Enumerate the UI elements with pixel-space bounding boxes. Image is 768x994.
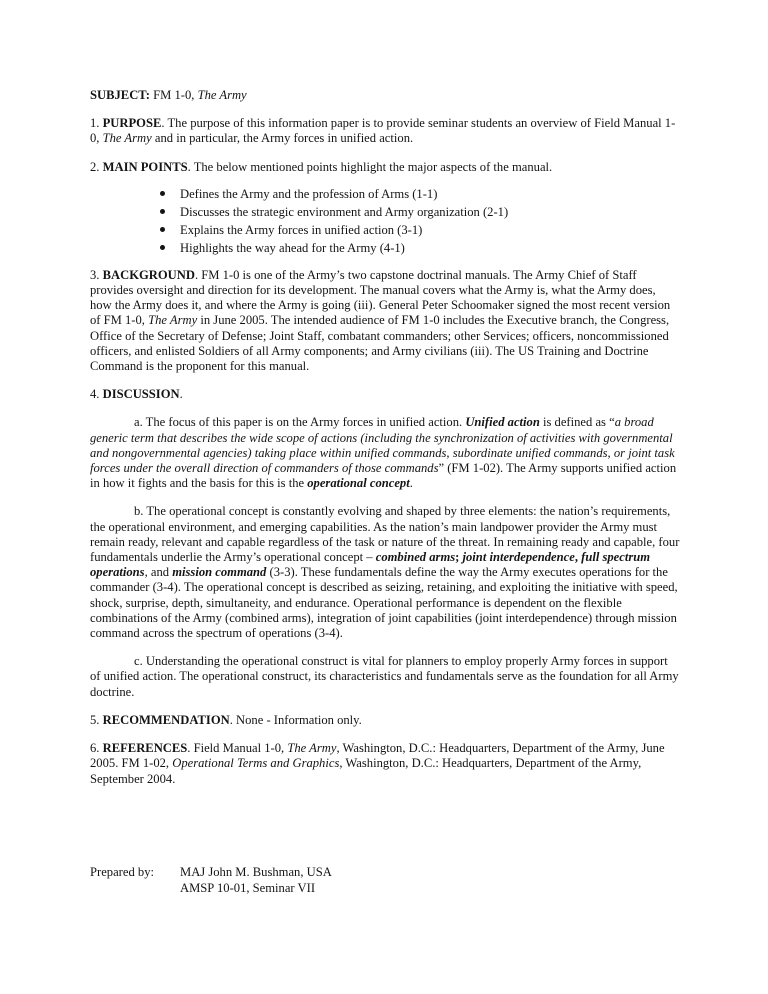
- joint-interdependence-term: joint interdependence: [462, 550, 575, 565]
- subject-title: The Army: [197, 88, 247, 102]
- bullet-icon: [160, 227, 165, 232]
- main-points-heading: MAIN POINTS: [102, 159, 188, 174]
- preparer-name: MAJ John M. Bushman, USA: [180, 865, 332, 879]
- list-item-text: Highlights the way ahead for the Army (4-1): [180, 240, 405, 255]
- prepared-by-row: [90, 864, 680, 880]
- references-text-1: . Field Manual 1-0,: [187, 741, 285, 756]
- operational-concept-term: operational concept: [307, 476, 410, 491]
- list-item-text: Discusses the strategic environment and Army organization (2-1): [180, 204, 509, 219]
- discussion-a-text-3: ” (FM 1-02). The Army supports unified action in how it fights and the basis for this is the: [90, 461, 677, 491]
- subject-line: [90, 88, 680, 103]
- background-number: 3.: [90, 267, 100, 282]
- recommendation-number: 5.: [90, 712, 100, 727]
- discussion-c-text: c. Understanding the operational construct is vital for planners to employ properly Army forces in support of unified action. The operational construct, its characteristics and fundamentals serve as the foundation for all Army doctrine.: [90, 654, 679, 699]
- list-item: [160, 239, 680, 257]
- references-paragraph: [90, 741, 680, 787]
- unified-action-term: Unified action: [465, 415, 540, 430]
- purpose-number: 1.: [90, 116, 100, 131]
- separator: ,: [574, 550, 578, 565]
- reference-title-1: The Army: [287, 741, 337, 756]
- separator: ;: [455, 550, 460, 565]
- information-paper: [90, 88, 680, 895]
- background-text-2: in June 2005. The intended audience of FM 1-0 includes the Executive branch, the Congress, Office of the Secretary of Defense; Joint Staff, combatant commanders; other Services; officers, noncommissioned officers, and enlisted Soldiers of all Army components; and Army civilians (iii). The US Training and Doctrine Command is the proponent for this manual.: [90, 313, 670, 374]
- purpose-text-2: and in particular, the Army forces in unified action.: [154, 131, 414, 146]
- prepared-by-block: [90, 864, 680, 896]
- purpose-heading: PURPOSE: [102, 116, 162, 131]
- unified-action-definition: a broad generic term that describes the wide scope of actions (including the synchronization of activities with governmental and nongovernmental agencies) taking place within unified commands, subordinate unified commands, or joint task forces under the overall direction of commanders of those commands: [90, 415, 675, 476]
- bullet-icon: [160, 209, 165, 214]
- reference-title-2: Operational Terms and Graphics: [172, 756, 340, 771]
- full-spectrum-operations-term: full spectrum operations: [90, 550, 651, 580]
- discussion-paragraph-b: [90, 504, 680, 641]
- discussion-heading-line: [90, 387, 680, 402]
- main-points-paragraph: [90, 160, 680, 175]
- preparer-unit: AMSP 10-01, Seminar VII: [180, 881, 316, 895]
- prepared-by-unit-row: [90, 880, 680, 896]
- prepared-by-label: Prepared by:: [90, 865, 154, 879]
- background-heading: BACKGROUND: [102, 267, 195, 282]
- purpose-text-1: . The purpose of this information paper is to provide seminar students an overview of Field Manual 1-0,: [90, 116, 676, 146]
- combined-arms-term: combined arms: [375, 550, 456, 565]
- recommendation-heading: RECOMMENDATION: [102, 712, 230, 727]
- separator: , and: [144, 565, 170, 580]
- discussion-number: 4.: [90, 387, 100, 402]
- references-text-3: , Washington, D.C.: Headquarters, Department of the Army, September 2004.: [90, 756, 642, 786]
- list-item: [160, 221, 680, 239]
- discussion-a-text-2: is defined as “: [543, 415, 615, 430]
- background-text-1: . FM 1-0 is one of the Army’s two capstone doctrinal manuals. The Army Chief of Staff provides oversight and direction for its development. The manual covers what the Army is, what the Army does, how the Army does it, and where the Army is going (iii). General Peter Schoomaker signed the most recent version of FM 1-0,: [90, 267, 671, 328]
- bullet-icon: [160, 191, 165, 196]
- discussion-paragraph-c: [90, 654, 680, 700]
- subject-text: FM 1-0,: [153, 88, 195, 102]
- references-text-2: , Washington, D.C.: Headquarters, Department of the Army, June 2005. FM 1-02,: [90, 741, 665, 771]
- purpose-manual-title: The Army: [102, 131, 152, 146]
- background-paragraph: [90, 268, 680, 374]
- discussion-paragraph-a: [90, 415, 680, 491]
- discussion-a-text-1: a. The focus of this paper is on the Army forces in unified action.: [134, 415, 463, 430]
- mission-command-term: mission command: [172, 565, 267, 580]
- purpose-paragraph: [90, 116, 680, 146]
- discussion-a-text-4: .: [409, 476, 413, 491]
- main-points-list: [90, 185, 680, 257]
- discussion-b-text-2: (3-3). These fundamentals define the way the Army executes operations for the commander (3-4). The operational concept is described as seizing, retaining, and exploiting the initiative with speed, shock, surprise, depth, simultaneity, and endurance. Operational performance is dependent on the flexible combinations of the Army (combined arms), integration of joint capabilities (joint interdependence) through mission command across the spectrum of operations (3-4).: [90, 565, 678, 641]
- background-manual-title: The Army: [148, 313, 198, 328]
- discussion-period: .: [179, 387, 183, 402]
- references-heading: REFERENCES: [102, 741, 188, 756]
- list-item: [160, 185, 680, 203]
- list-item-text: Explains the Army forces in unified action (3-1): [180, 222, 423, 237]
- discussion-heading: DISCUSSION: [102, 387, 180, 402]
- recommendation-paragraph: [90, 713, 680, 728]
- subject-label: SUBJECT:: [90, 88, 150, 102]
- main-points-number: 2.: [90, 159, 100, 174]
- discussion-b-text-1: b. The operational concept is constantly evolving and shaped by three elements: the nation’s requirements, the operational environment, and emerging capabilities. As the nation’s main landpower provider the Army must remain ready, relevant and capable regardless of the task or nature of the threat. In remaining ready and capable, four fundamentals underlie the Army’s operational concept –: [90, 504, 680, 565]
- list-item-text: Defines the Army and the profession of Arms (1-1): [180, 186, 438, 201]
- list-item: [160, 203, 680, 221]
- references-number: 6.: [90, 741, 100, 756]
- main-points-text: . The below mentioned points highlight the major aspects of the manual.: [187, 159, 553, 174]
- spacer: [90, 880, 180, 896]
- bullet-icon: [160, 245, 165, 250]
- recommendation-text: . None - Information only.: [229, 712, 362, 727]
